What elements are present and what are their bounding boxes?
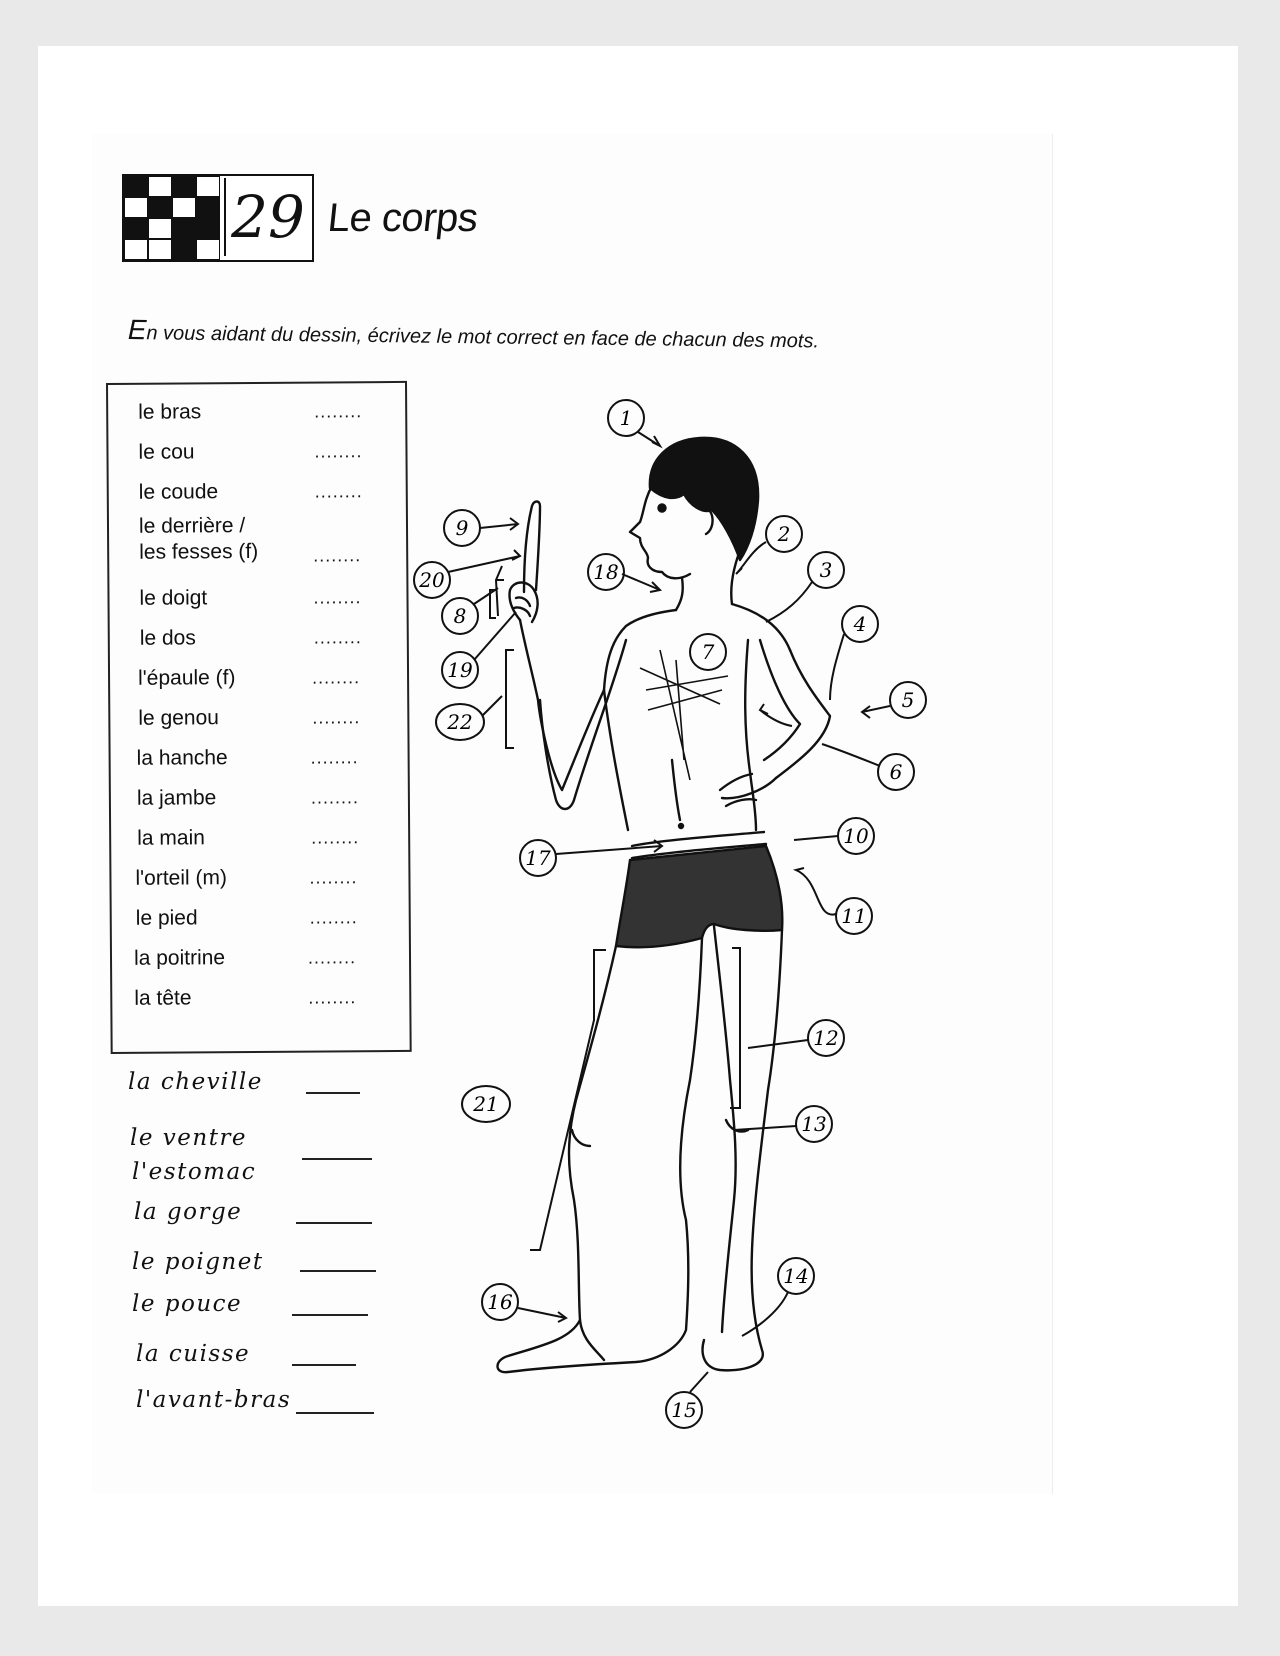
vocab-term: le coude	[138, 480, 219, 504]
vocab-term: le pied	[135, 906, 198, 930]
vocab-term: le genou	[138, 706, 219, 730]
label-5: 5	[901, 688, 915, 712]
figure-outline	[498, 438, 831, 1372]
vocab-term: le dos	[139, 626, 196, 650]
vocab-term: la jambe	[136, 786, 217, 810]
instruction-rest: n vous aidant du dessin, écrivez le mot correct en face de chacun des mots.	[146, 322, 820, 353]
label-1: 1	[619, 406, 633, 430]
answer-blank[interactable]: ........	[308, 987, 357, 1008]
label-10: 10	[843, 824, 869, 848]
handwritten-term: le ventre	[130, 1125, 248, 1151]
label-20: 20	[419, 568, 445, 592]
answer-blank[interactable]: ........	[311, 827, 360, 848]
label-21: 21	[473, 1092, 499, 1116]
answer-blank[interactable]: ........	[313, 545, 362, 566]
handwritten-term: le pouce	[132, 1291, 243, 1317]
label-18: 18	[593, 560, 619, 584]
label-15: 15	[671, 1398, 697, 1422]
label-13: 13	[801, 1112, 827, 1136]
answer-blank[interactable]: ........	[310, 787, 359, 808]
answer-blank[interactable]: ........	[307, 947, 357, 968]
answer-blank[interactable]: ........	[313, 627, 362, 648]
answer-blank[interactable]: ........	[313, 587, 362, 608]
label-19: 19	[447, 658, 473, 682]
answer-blank[interactable]: ........	[310, 747, 359, 768]
handwritten-term: le poignet	[132, 1249, 264, 1275]
answer-blank[interactable]: ........	[314, 481, 363, 502]
handwritten-term: la cuisse	[136, 1341, 251, 1367]
label-4: 4	[853, 612, 867, 636]
label-9: 9	[455, 516, 469, 540]
answer-blank[interactable]: ........	[314, 441, 363, 462]
label-2: 2	[777, 522, 791, 546]
label-7: 7	[701, 640, 715, 664]
label-11: 11	[841, 904, 867, 928]
handwritten-term: la cheville	[128, 1069, 263, 1095]
label-6: 6	[889, 760, 903, 784]
instruction-initial: E	[127, 314, 147, 346]
lesson-number: 29	[224, 178, 310, 256]
handwritten-term: la gorge	[134, 1199, 243, 1225]
answer-blank[interactable]: ........	[309, 867, 358, 888]
label-8: 8	[453, 604, 467, 628]
label-3: 3	[819, 558, 833, 582]
handwritten-term-second-line: l'estomac	[132, 1159, 257, 1185]
answer-blank[interactable]: ........	[312, 707, 361, 728]
label-12: 12	[813, 1026, 839, 1050]
vocab-term: la tête	[134, 986, 192, 1010]
answer-blank[interactable]: ........	[314, 401, 363, 422]
label-17: 17	[525, 846, 551, 870]
vocab-term: la hanche	[136, 746, 228, 770]
answer-blank[interactable]: ........	[309, 907, 358, 928]
handwritten-term: l'avant-bras	[136, 1387, 292, 1413]
vocab-term: le bras	[138, 400, 202, 424]
answer-blank[interactable]: ........	[311, 667, 361, 688]
eye	[659, 505, 666, 512]
vocab-term: la main	[137, 826, 205, 850]
vocab-term: la poitrine	[133, 946, 226, 970]
vocab-term: le derrière /	[138, 514, 246, 538]
vocab-term-second-line: les fesses (f)	[139, 539, 259, 564]
label-22: 22	[447, 710, 473, 734]
vocab-term: le cou	[138, 440, 195, 464]
page-title: Le corps	[325, 196, 480, 240]
label-16: 16	[487, 1290, 513, 1314]
label-14: 14	[783, 1264, 809, 1288]
vocab-term: l'orteil (m)	[135, 866, 228, 890]
vocab-term: l'épaule (f)	[137, 666, 236, 690]
vocab-term: le doigt	[139, 586, 208, 610]
